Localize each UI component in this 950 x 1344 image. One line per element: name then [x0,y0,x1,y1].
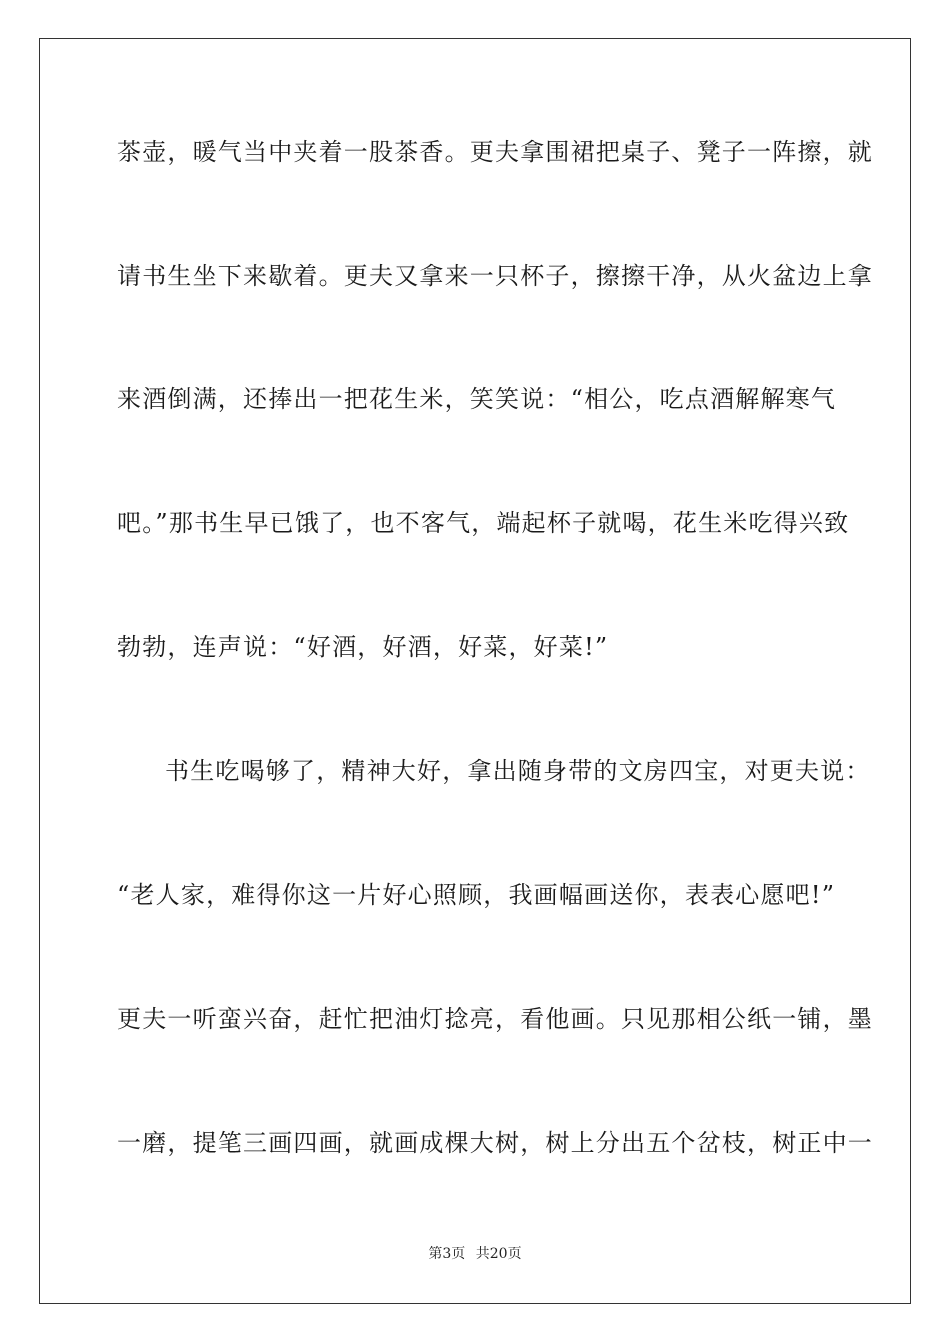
page-border [39,38,911,1304]
text-line-1: 茶壶，暖气当中夹着一股茶香。更夫拿围裙把桌子、凳子一阵擦，就 [117,138,873,166]
page-footer [0,1244,950,1264]
text-line-5: 勃勃，连声说：“好酒，好酒，好菜，好菜!” [117,633,609,661]
text-line-3: 来酒倒满，还捧出一把花生米，笑笑说：“相公，吃点酒解解寒气 [117,385,837,413]
text-line-4: 吧。”那书生早已饿了，也不客气，端起杯子就喝，花生米吃得兴致 [117,509,850,537]
page-number: 第3页 [428,1246,466,1262]
text-line-2: 请书生坐下来歇着。更夫又拿来一只杯子，擦擦干净，从火盆边上拿 [117,262,873,290]
page-total: 共20页 [475,1246,522,1262]
text-line-8: 更夫一听蛮兴奋，赶忙把油灯捻亮，看他画。只见那相公纸一铺，墨 [117,1005,873,1033]
text-line-9: 一磨，提笔三画四画，就画成棵大树，树上分出五个岔枝，树正中一 [117,1129,873,1157]
text-line-6: 书生吃喝够了，精神大好，拿出随身带的文房四宝，对更夫说： [165,757,871,785]
text-line-7: “老人家，难得你这一片好心照顾，我画幅画送你，表表心愿吧!” [117,881,836,909]
